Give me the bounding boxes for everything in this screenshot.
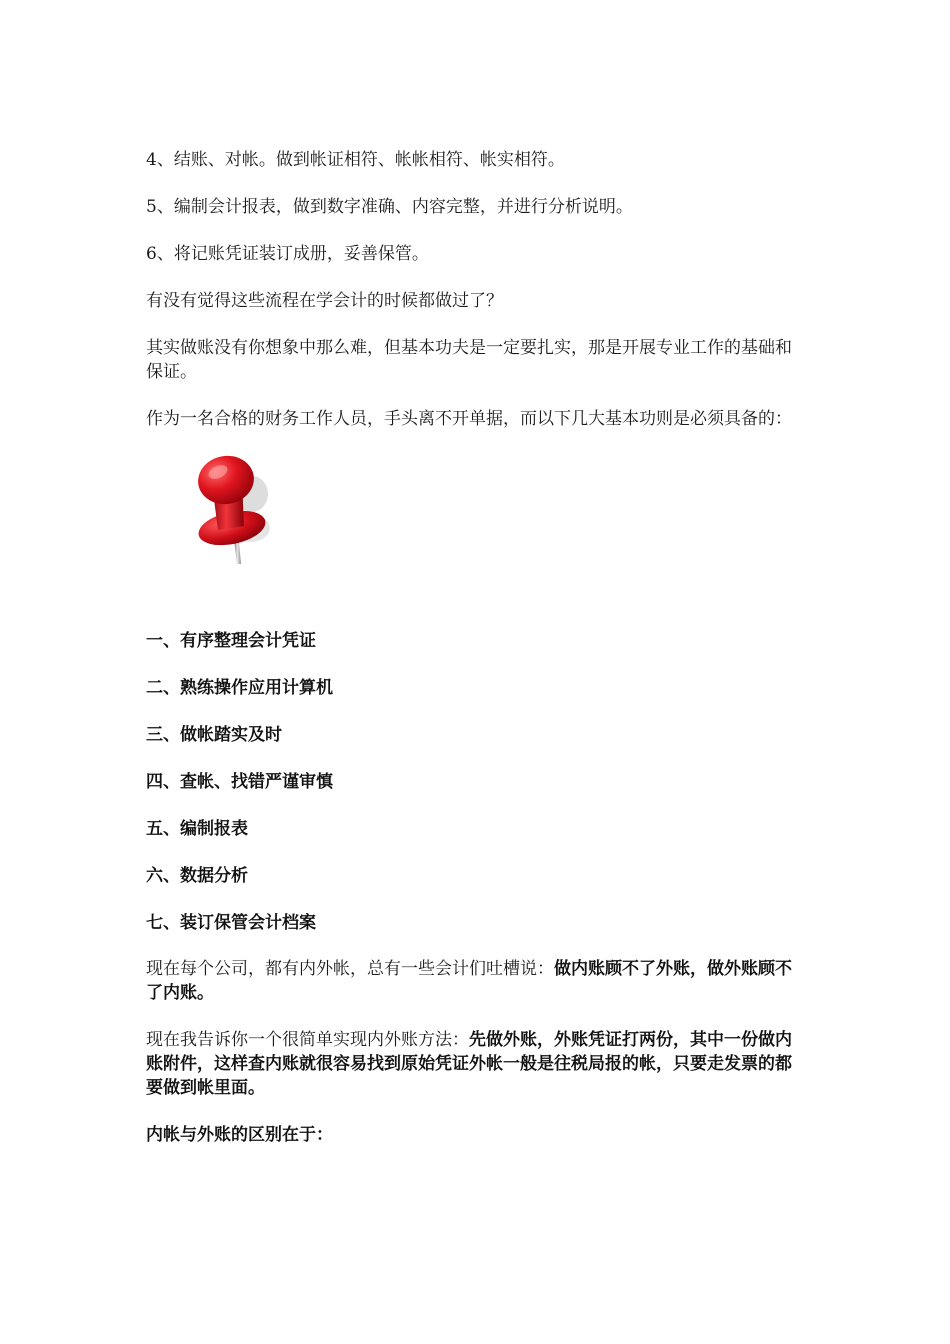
- complaint-paragraph: [146, 957, 806, 1005]
- skill-3: 三、做帐踏实及时: [146, 725, 282, 745]
- step-6: 6、将记账凭证装订成册，妥善保管。: [146, 244, 429, 264]
- red-pushpin-icon: [168, 454, 278, 574]
- basic-skills-paragraph: 其实做账没有你想象中那么难，但基本功夫是一定要扎实，那是开展专业工作的基础和保证。: [146, 338, 792, 382]
- intro-paragraph: 作为一名合格的财务工作人员，手头离不开单据，而以下几大基本功则是必须具备的：: [146, 409, 792, 429]
- step-4: 4、结账、对帐。做到帐证相符、帐帐相符、帐实相符。: [146, 150, 565, 170]
- skill-5: 五、编制报表: [146, 819, 248, 839]
- complaint-emphasis: 做内账顾不了外账，做外账顾不了内账。: [146, 959, 792, 1003]
- method-text: 现在我告诉你一个很简单实现内外账方法：: [146, 1030, 469, 1050]
- closing-heading: 内帐与外账的区别在于：: [146, 1125, 333, 1145]
- question-paragraph: 有没有觉得这些流程在学会计的时候都做过了？: [146, 291, 503, 311]
- skill-4: 四、查帐、找错严谨审慎: [146, 772, 333, 792]
- pushpin-image: [168, 454, 278, 574]
- method-paragraph: [146, 1028, 806, 1100]
- skill-7: 七、装订保管会计档案: [146, 913, 316, 933]
- document-body: [146, 148, 806, 1170]
- skill-1: 一、有序整理会计凭证: [146, 631, 316, 651]
- complaint-text: 现在每个公司，都有内外帐，总有一些会计们吐槽说：: [146, 959, 554, 979]
- step-5: 5、编制会计报表，做到数字准确、内容完整，并进行分析说明。: [146, 197, 633, 217]
- skill-2: 二、熟练操作应用计算机: [146, 678, 333, 698]
- method-emphasis: 先做外账，外账凭证打两份，其中一份做内账附件，这样查内账就很容易找到原始凭证外帐一般是往税局报的帐，只要走发票的都要做到帐里面。: [146, 1030, 792, 1098]
- skill-6: 六、数据分析: [146, 866, 248, 886]
